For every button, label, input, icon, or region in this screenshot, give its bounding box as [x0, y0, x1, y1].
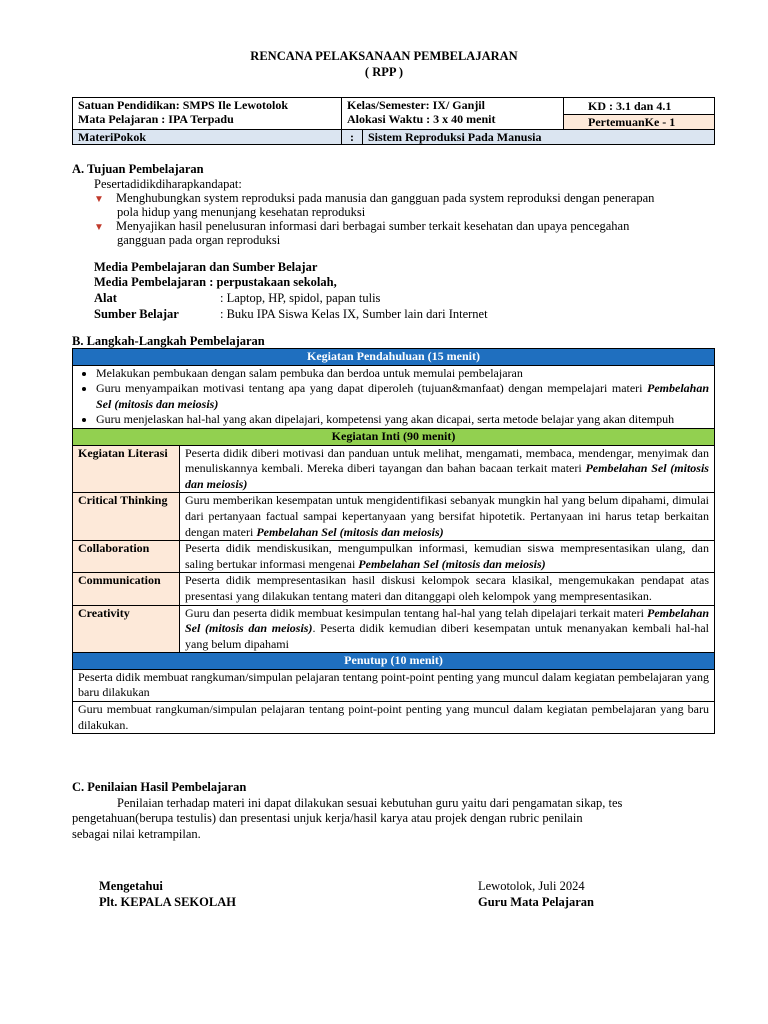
penutup-bar: Penutup (10 menit) — [73, 653, 715, 670]
goal-item-2: ▼ Menyajikan hasil penelusuran informasi dari berbagai sumber terkait kesehatan dan upaya pencegahan — [94, 219, 630, 233]
langkah-table — [72, 348, 715, 734]
row-text-critical: Guru memberikan kesempatan untuk mengidentifikasi sebanyak mungkin hal yang belum dipahami, dimulai dari pertanyaan factual sampai kepertanyaan yang bersifat hipotetik. Pertanyaan ini harus tetap berkaitan dengan materi Pembelahan Sel (mitosis dan meiosis) — [180, 493, 715, 541]
kd-text: KD : 3.1 dan 4.1 — [564, 98, 714, 115]
row-label-communication: Communication — [73, 573, 180, 605]
sumber-value: : Buku IPA Siswa Kelas IX, Sumber lain dari Internet — [220, 307, 488, 321]
list-item: • Guru menyampaikan motivasi tentang apa yang dapat diperoleh (tujuan&manfaat) dengan mempelajari materi Pembelahan Sel (mitosis dan meiosis) — [96, 381, 709, 412]
kelas-text: Kelas/Semester: IX/ Ganjil — [347, 98, 485, 112]
row-label-creativity: Creativity — [73, 605, 180, 653]
section-a-intro: Pesertadidikdiharapkandapat: — [94, 177, 242, 191]
satuan-text: Satuan Pendidikan: SMPS Ile Lewotolok — [78, 98, 289, 112]
row-label-collaboration: Collaboration — [73, 541, 180, 573]
table-row — [73, 493, 715, 541]
table-row — [73, 445, 715, 493]
goal-item-2-cont: gangguan pada organ reproduksi — [117, 233, 281, 247]
row-text-literasi: Peserta didik diberi motivasi dan panduan untuk melihat, mengamati, membaca, mendengar, menyimak dan menuliskannya kembali. Mereka diberi tayangan dan bahan bacaan terkait materi Pembelahan Sel (mitosis dan meiosis) — [180, 445, 715, 493]
table-row — [73, 573, 715, 605]
media-line: Media Pembelajaran : perpustakaan sekolah, — [94, 275, 337, 289]
materi-colon: : — [342, 130, 363, 145]
row-label-literasi: Kegiatan Literasi — [73, 445, 180, 493]
sign-right-2: Guru Mata Pelajaran — [478, 895, 594, 909]
alokasi-text: Alokasi Waktu : 3 x 40 menit — [347, 112, 496, 126]
row-label-critical: Critical Thinking — [73, 493, 180, 541]
pendahuluan-cell — [73, 365, 715, 428]
sign-left-1: Mengetahui — [99, 879, 163, 893]
table-row — [73, 605, 715, 653]
inti-bar: Kegiatan Inti (90 menit) — [73, 428, 715, 445]
penutup-row-1: Peserta didik membuat rangkuman/simpulan pelajaran tentang point-point penting yang muncul dalam kegiatan pembelajaran yang baru dilakukan — [73, 669, 715, 701]
sumber-label: Sumber Belajar — [94, 307, 179, 321]
row-text-collaboration: Peserta didik mendiskusikan, mengumpulkan informasi, kemudian siswa mempresentasikan ulang, dan saling bertukar informasi mengenai Pembelahan Sel (mitosis dan meiosis) — [180, 541, 715, 573]
section-a-heading: A. Tujuan Pembelajaran — [72, 162, 204, 176]
section-c-line-2: pengetahuan(berupa testulis) dan presentasi unjuk kerja/hasil karya atau projek dengan rubric penilain — [72, 811, 583, 825]
mapel-text: Mata Pelajaran : IPA Terpadu — [78, 112, 234, 126]
list-item: • Guru menjelaskan hal-hal yang akan dipelajari, kompetensi yang akan dicapai, serta metode belajar yang akan ditempuh — [96, 412, 709, 428]
section-c-heading: C. Penilaian Hasil Pembelajaran — [72, 780, 247, 794]
doc-subtitle: ( RPP ) — [364, 65, 404, 79]
section-c-line-1: Penilaian terhadap materi ini dapat dilakukan sesuai kebutuhan guru yaitu dari pengamatan sikap, tes — [117, 796, 623, 810]
goal-item-1: ▼ Menghubungkan system reproduksi pada manusia dan gangguan pada system reproduksi dengan penerapan — [94, 191, 655, 205]
materi-value: Sistem Reproduksi Pada Manusia — [363, 130, 715, 145]
pendahuluan-list — [78, 366, 709, 428]
header-satuan-cell — [73, 98, 342, 130]
materi-label: MateriPokok — [73, 130, 342, 145]
table-row — [73, 541, 715, 573]
arrow-bullet-icon: ▼ — [94, 222, 104, 233]
doc-title: RENCANA PELAKSANAAN PEMBELAJARAN — [250, 49, 518, 63]
row-text-communication: Peserta didik mempresentasikan hasil diskusi kelompok secara klasikal, mengemukakan pendapat atas presentasi yang dilakukan tentang materi dan ditanggapi oleh kelompok yang mempresentasikan. — [180, 573, 715, 605]
section-b-heading: B. Langkah-Langkah Pembelajaran — [72, 334, 265, 348]
media-heading: Media Pembelajaran dan Sumber Belajar — [94, 260, 318, 274]
arrow-bullet-icon: ▼ — [94, 194, 104, 205]
alat-value: : Laptop, HP, spidol, papan tulis — [220, 291, 381, 305]
section-c-line-3: sebagai nilai ketrampilan. — [72, 827, 201, 841]
sign-right-1: Lewotolok, Juli 2024 — [478, 879, 585, 893]
list-item: • Melakukan pembukaan dengan salam pembuka dan berdoa untuk memulai pembelajaran — [96, 366, 709, 382]
sign-left-2: Plt. KEPALA SEKOLAH — [99, 895, 236, 909]
goal-item-1-cont: pola hidup yang menunjang kesehatan reproduksi — [117, 205, 366, 219]
alat-label: Alat — [94, 291, 117, 305]
penutup-row-2: Guru membuat rangkuman/simpulan pelajaran tentang point-point penting yang muncul dalam kegiatan pembelajaran yang baru dilakukan. — [73, 702, 715, 734]
header-kd-cell — [564, 98, 715, 130]
header-table — [72, 97, 715, 145]
header-kelas-cell — [342, 98, 564, 130]
row-text-creativity: Guru dan peserta didik membuat kesimpulan tentang hal-hal yang telah dipelajari terkait materi Pembelahan Sel (mitosis dan meiosis). Peserta didik kemudian diberi kesempatan untuk menanyakan kembali hal-hal yang belum dipahami — [180, 605, 715, 653]
pendahuluan-bar: Kegiatan Pendahuluan (15 menit) — [73, 349, 715, 366]
pertemuan-text: PertemuanKe - 1 — [564, 115, 714, 129]
